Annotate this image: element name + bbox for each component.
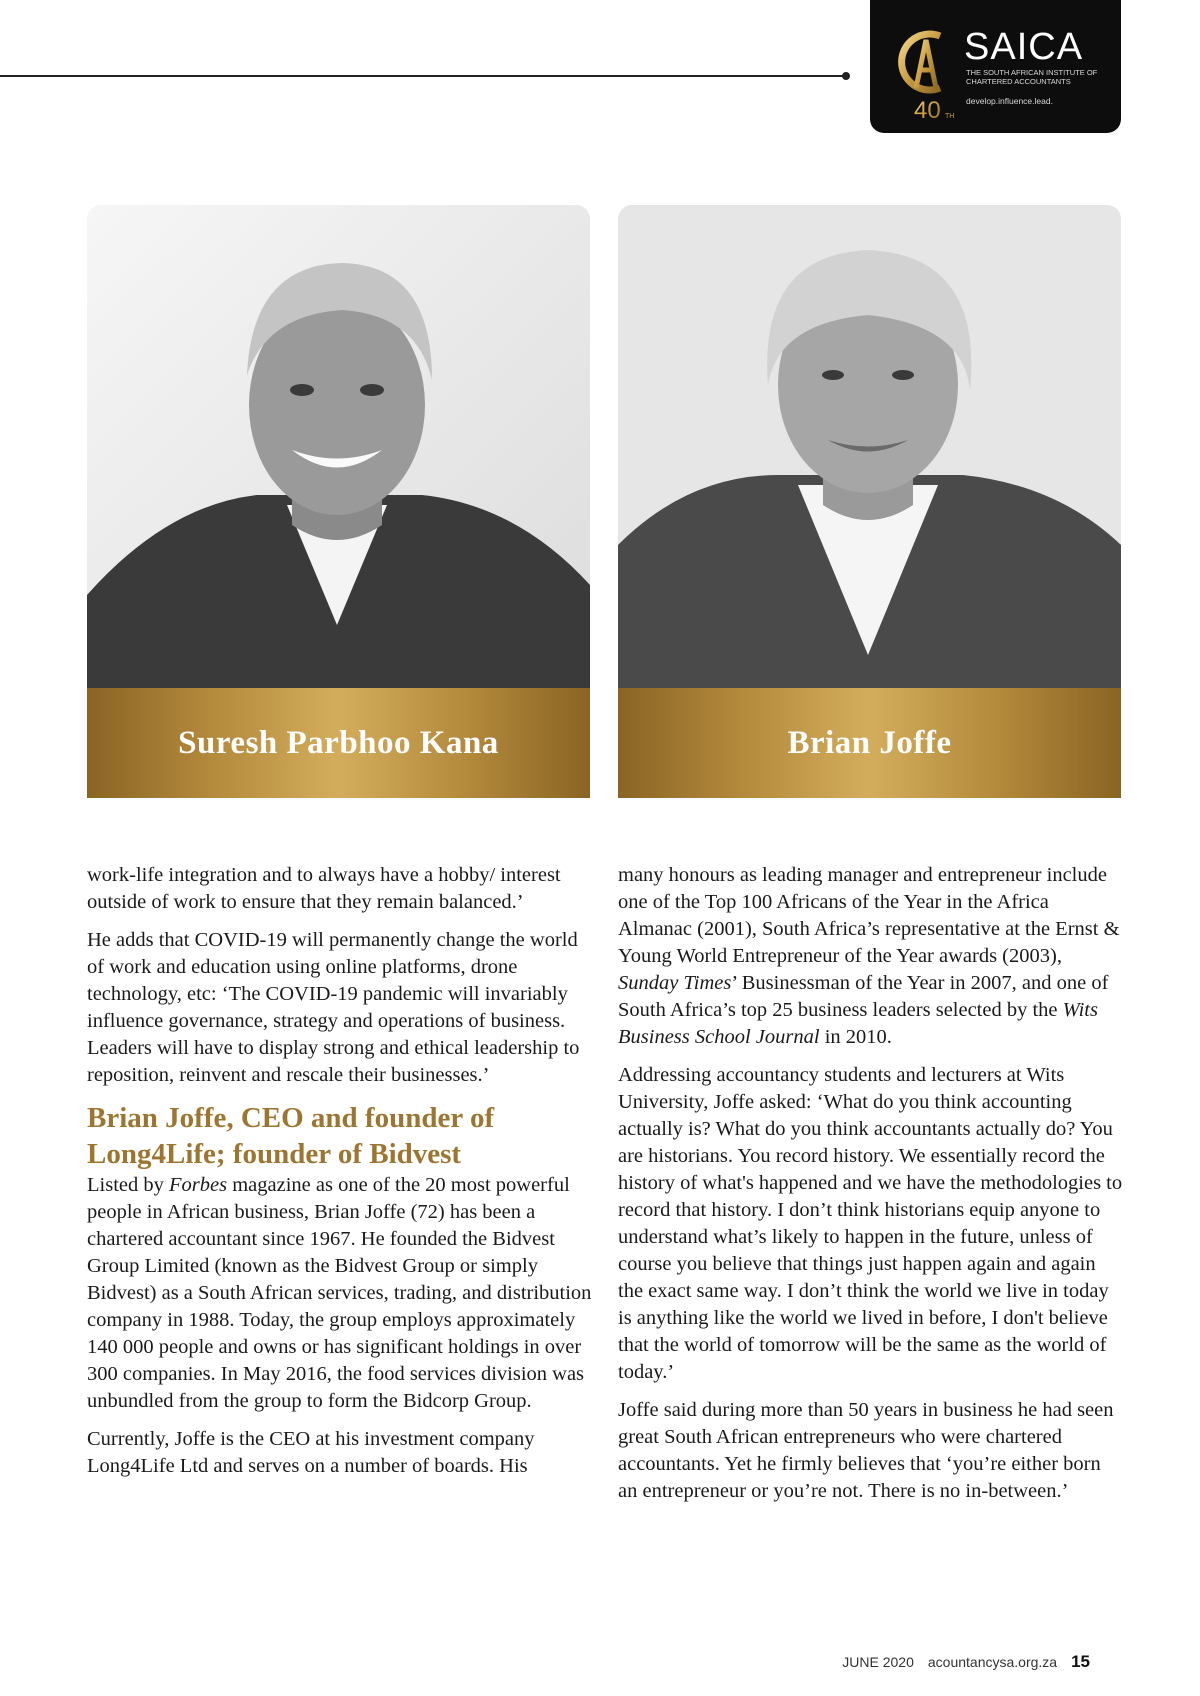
ca-40-logo-icon	[892, 26, 964, 122]
article-column-left	[87, 862, 592, 1491]
name-banner	[87, 688, 590, 798]
svg-text:TH: TH	[945, 113, 955, 120]
saica-logo[interactable]	[870, 0, 1121, 133]
paragraph: Addressing accountancy students and lecturers at Wits University, Joffe asked: ‘What do you think accounting actually is? What do you think accountants actually do? You are historians. You record history. We essentially record the history of what's happened and we have the methodologies to record that history. I don’t think historians equip anyone to understand what’s likely to happen in the future, unless of course you believe that things just happen again and again the exact same way. I don’t think the world we live in today is anything like the world we lived in before, I don't believe that the world of tomorrow will be the same as the world of today.’	[618, 1064, 1123, 1383]
portrait-photo-brian	[618, 205, 1121, 688]
footer-date: JUNE 2020	[842, 1654, 914, 1670]
brand-subtitle: THE SOUTH AFRICAN INSTITUTE OF CHARTERED ACCOUNTANTS	[966, 68, 1098, 86]
section-heading: Brian Joffe, CEO and founder of Long4Life; founder of Bidvest	[87, 1102, 495, 1170]
profile-card-brian	[618, 205, 1121, 798]
paragraph: Joffe said during more than 50 years in business he had seen great South African entrepreneurs who were chartered accountants. Yet he firmly believes that ‘you’re either born an entrepreneur or you’re not. There is no in-between.’	[618, 1399, 1114, 1502]
article-column-right	[618, 862, 1123, 1516]
page-footer	[842, 1652, 1090, 1672]
name-banner	[618, 688, 1121, 798]
profile-name: Suresh Parbhoo Kana	[178, 724, 499, 761]
paragraph: many honours as leading manager and entrepreneur include one of the Top 100 Africans of the Year in the Africa Almanac (2001), South Africa’s representative at the Ernst & Young World Entrepreneur of the Year awards (2003), Sunday Times’ Businessman of the Year in 2007, and one of South Africa’s top 25 business leaders selected by the Wits Business School Journal in 2010.	[618, 864, 1120, 1048]
brand-name: SAICA	[964, 26, 1084, 68]
paragraph: work-life integration and to always have a hobby/ interest outside of work to ensure that they remain balanced.’	[87, 864, 561, 913]
portrait-photo-icon	[87, 205, 590, 688]
brand-tagline: develop.influence.lead.	[966, 96, 1053, 106]
header-rule	[0, 75, 845, 77]
svg-text:40: 40	[914, 97, 941, 122]
header-rule-dot	[842, 72, 850, 80]
profile-card-suresh	[87, 205, 590, 798]
profile-name: Brian Joffe	[787, 724, 952, 761]
portrait-photo-icon	[618, 205, 1121, 688]
page-number: 15	[1071, 1652, 1090, 1671]
portrait-photo-suresh	[87, 205, 590, 688]
paragraph: Listed by Forbes magazine as one of the 20 most powerful people in African business, Brian Joffe (72) has been a chartered accountant since 1967. He founded the Bidvest Group Limited (known as the Bidvest Group or simply Bidvest) as a South African services, trading, and distribution company in 1988. Today, the group employs approximately 140 000 people and owns or has significant holdings in over 300 companies. In May 2016, the food services division was unbundled from the group to form the Bidcorp Group.	[87, 1174, 592, 1412]
paragraph: He adds that COVID-19 will permanently change the world of work and education using online platforms, drone technology, etc: ‘The COVID-19 pandemic will invariably influence governance, strategy and operations of business. Leaders will have to display strong and ethical leadership to reposition, reinvent and rescale their businesses.’	[87, 929, 580, 1086]
paragraph: Currently, Joffe is the CEO at his investment company Long4Life Ltd and serves on a number of boards. His	[87, 1428, 535, 1477]
footer-website[interactable]: acountancysa.org.za	[927, 1654, 1058, 1670]
